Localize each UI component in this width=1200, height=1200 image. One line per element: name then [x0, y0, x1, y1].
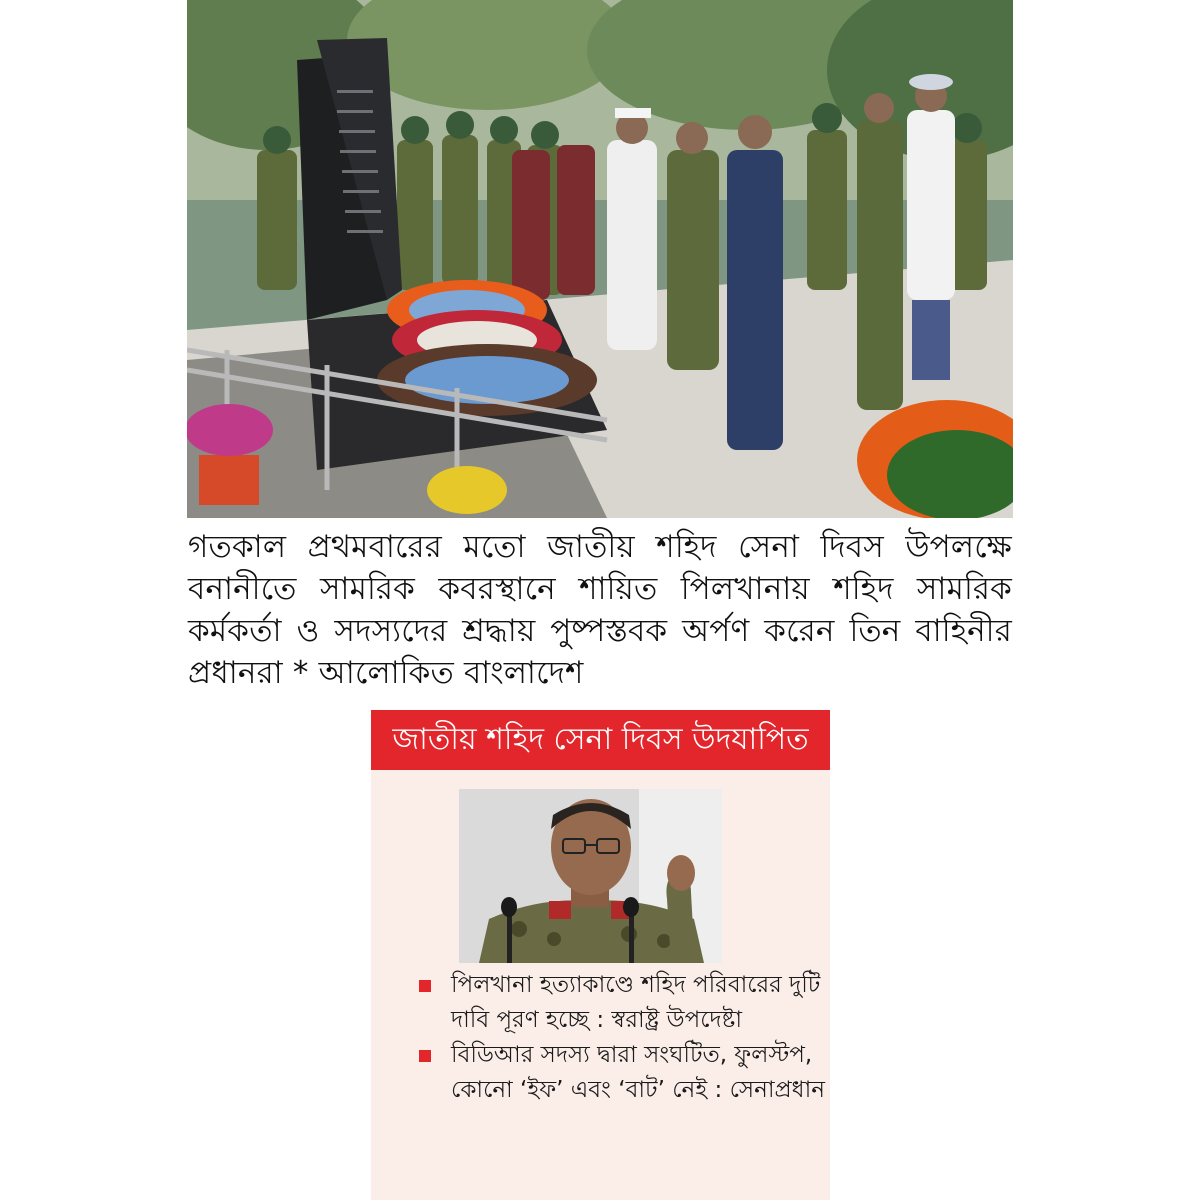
- red-square-bullet-icon: [419, 1050, 431, 1062]
- related-news-box: [371, 710, 830, 1200]
- red-square-bullet-icon: [419, 980, 431, 992]
- bullet-item: [415, 1038, 825, 1108]
- box-headline: জাতীয় শহিদ সেনা দিবস উদযাপিত: [371, 710, 830, 770]
- main-photo: [187, 0, 1013, 518]
- bullet-text: পিলখানা হত্যাকাণ্ডে শহিদ পরিবারের দুটি দাবি পূরণ হচ্ছে : স্বরাষ্ট্র উপদেষ্টা: [451, 972, 821, 1033]
- bullet-item: [415, 968, 825, 1038]
- photo-caption: গতকাল প্রথমবারের মতো জাতীয় শহিদ সেনা দিবস উপলক্ষে বনানীতে সামরিক কবরস্থানে শায়িত পিলখানায় শহিদ সামরিক কর্মকর্তা ও সদস্যদের শ্রদ্ধায় পুষ্পস্তবক অর্পণ করেন তিন বাহিনীর প্রধানরা * আলোকিত বাংলাদেশ: [188, 529, 1012, 691]
- bullet-list: [415, 968, 825, 1108]
- bullet-text: বিডিআর সদস্য দ্বারা সংঘটিত, ফুলস্টপ, কোনো ‘ইফ’ এবং ‘বাট’ নেই : সেনাপ্রধান: [451, 1042, 825, 1103]
- portrait-photo: [459, 789, 722, 963]
